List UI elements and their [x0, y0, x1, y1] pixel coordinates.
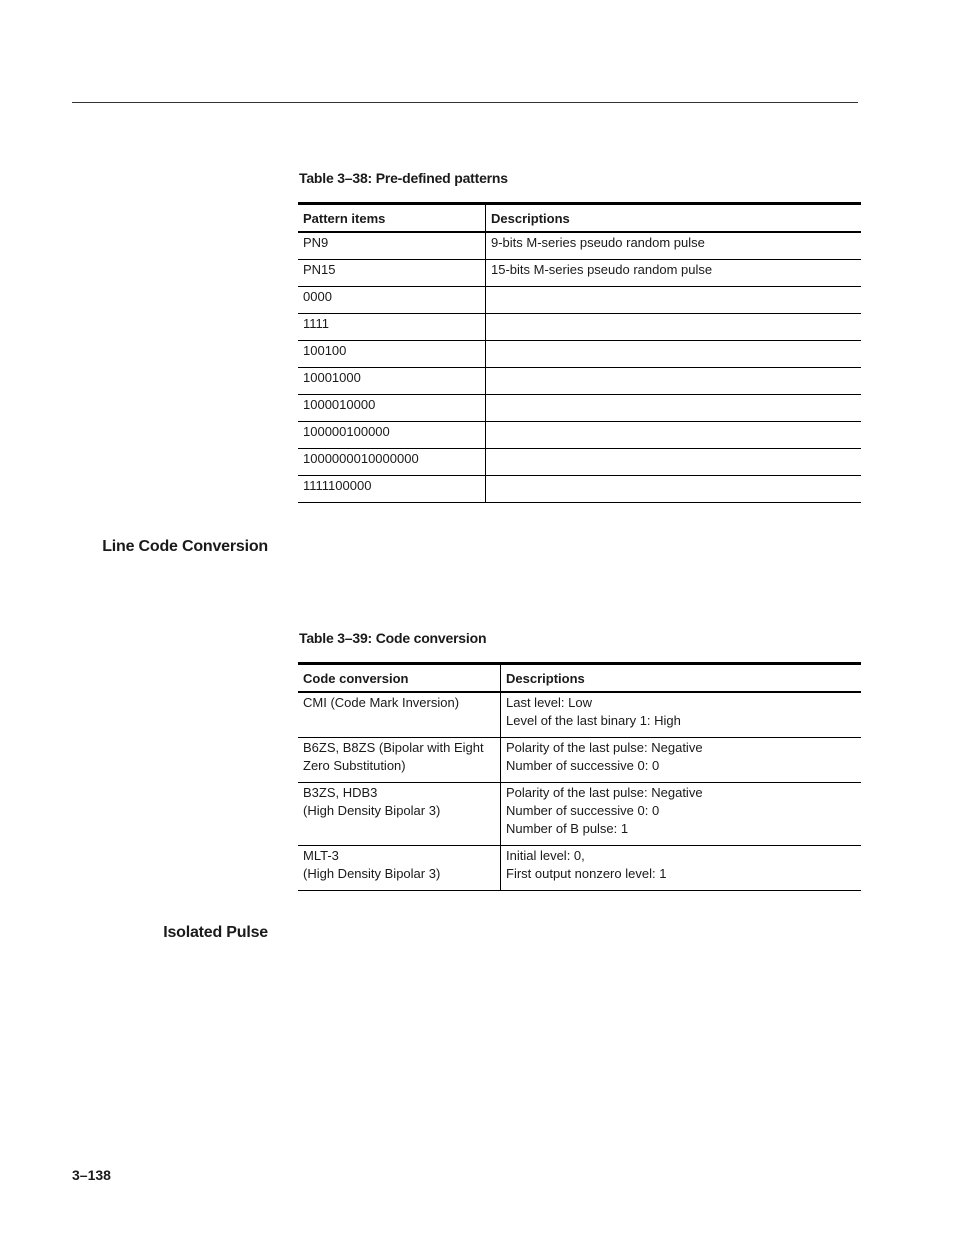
table-38-caption: Table 3–38: Pre-defined patterns: [299, 170, 508, 186]
description-line: Number of successive 0: 0: [506, 758, 660, 773]
description-cell: 15-bits M-series pseudo random pulse: [486, 260, 862, 287]
column-header-code-conversion: Code conversion: [298, 664, 501, 693]
description-line: Level of the last binary 1: High: [506, 713, 681, 728]
code-cell: [298, 846, 501, 891]
description-line: Number of successive 0: 0: [506, 803, 660, 818]
table-row: [298, 232, 861, 260]
page-number: 3–138: [72, 1167, 111, 1183]
code-line: MLT-3: [303, 848, 339, 863]
description-line: Polarity of the last pulse: Negative: [506, 785, 703, 800]
description-cell: [486, 449, 862, 476]
code-cell: [298, 783, 501, 846]
code-line: (High Density Bipolar 3): [303, 803, 441, 818]
table-row: [298, 422, 861, 449]
pattern-item-cell: 1111100000: [298, 476, 486, 503]
description-cell: [501, 783, 862, 846]
column-header-descriptions: Descriptions: [501, 664, 862, 693]
description-cell: [486, 368, 862, 395]
description-cell: [501, 846, 862, 891]
description-cell: [486, 395, 862, 422]
table-row: [298, 692, 861, 738]
table-row: [298, 368, 861, 395]
pre-defined-patterns-table: [298, 202, 861, 503]
table-row: [298, 314, 861, 341]
pattern-item-cell: 1000010000: [298, 395, 486, 422]
header-rule: [72, 102, 858, 103]
section-heading-line-code-conversion: Line Code Conversion: [102, 538, 268, 555]
pattern-item-cell: PN15: [298, 260, 486, 287]
description-line: Polarity of the last pulse: Negative: [506, 740, 703, 755]
pattern-item-cell: 1111: [298, 314, 486, 341]
pattern-item-cell: 1000000010000000: [298, 449, 486, 476]
description-cell: 9-bits M-series pseudo random pulse: [486, 232, 862, 260]
description-cell: [501, 692, 862, 738]
column-header-pattern-items: Pattern items: [298, 204, 486, 233]
description-cell: [486, 341, 862, 368]
table-row: [298, 287, 861, 314]
code-cell: [298, 738, 501, 783]
code-line: B3ZS, HDB3: [303, 785, 378, 800]
description-line: First output nonzero level: 1: [506, 866, 667, 881]
table-row: [298, 846, 861, 891]
pattern-item-cell: 0000: [298, 287, 486, 314]
table-row: [298, 783, 861, 846]
description-line: Number of B pulse: 1: [506, 821, 629, 836]
description-line: Initial level: 0,: [506, 848, 585, 863]
code-line: B6ZS, B8ZS (Bipolar with Eight: [303, 740, 484, 755]
description-cell: [486, 422, 862, 449]
table-row: [298, 449, 861, 476]
code-cell: [298, 692, 501, 738]
pattern-item-cell: 100000100000: [298, 422, 486, 449]
code-line: CMI (Code Mark Inversion): [303, 695, 460, 710]
description-cell: [501, 738, 862, 783]
pattern-item-cell: 100100: [298, 341, 486, 368]
description-line: Last level: Low: [506, 695, 592, 710]
section-heading-isolated-pulse: Isolated Pulse: [163, 924, 268, 941]
table-row: [298, 260, 861, 287]
table-row: [298, 395, 861, 422]
column-header-descriptions: Descriptions: [486, 204, 862, 233]
table-row: [298, 341, 861, 368]
table-row: [298, 738, 861, 783]
pattern-item-cell: PN9: [298, 232, 486, 260]
description-cell: [486, 476, 862, 503]
description-cell: [486, 314, 862, 341]
code-line: Zero Substitution): [303, 758, 406, 773]
description-cell: [486, 287, 862, 314]
table-39-caption: Table 3–39: Code conversion: [299, 630, 487, 646]
code-conversion-table: [298, 662, 861, 891]
code-line: (High Density Bipolar 3): [303, 866, 441, 881]
table-row: [298, 476, 861, 503]
pattern-item-cell: 10001000: [298, 368, 486, 395]
